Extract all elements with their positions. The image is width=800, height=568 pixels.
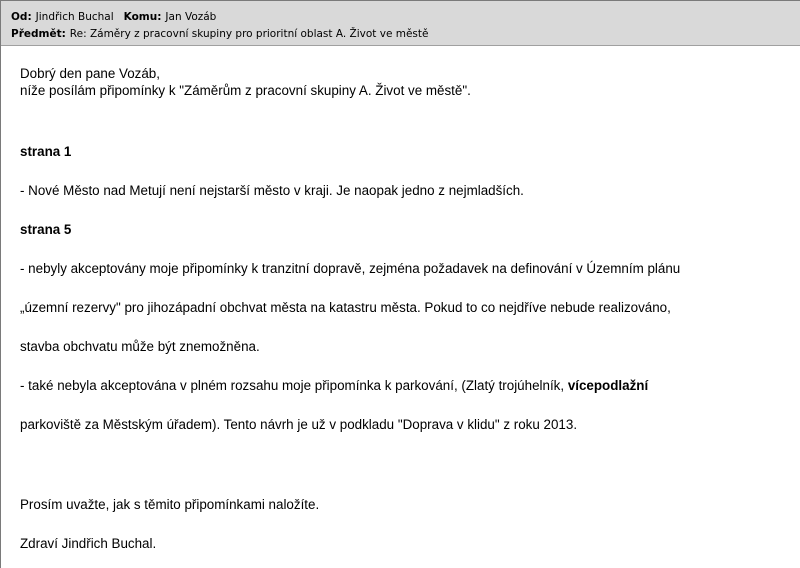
from-value: Jindřich Buchal: [35, 11, 114, 23]
header-row-subject: [11, 28, 428, 40]
section-1-title: strana 1: [20, 144, 72, 159]
greeting-line-2: níže posílám připomínky k "Záměrům z pracovní skupiny A. Život ve městě".: [20, 83, 471, 98]
section-1-text: - Nové Město nad Metují není nejstarší město v kraji. Je naopak jedno z nejmladších.: [20, 183, 524, 198]
to-value: Jan Vozáb: [165, 11, 217, 23]
paragraph-2-emphasis: vícepodlažní: [567, 378, 649, 393]
closing-line-2: Zdraví Jindřich Buchal.: [20, 536, 157, 551]
section-5-paragraph-2-line-2: parkoviště za Městským úřadem). Tento návrh je už v podkladu "Doprava v klidu" z roku 2013.: [20, 417, 578, 432]
header-row-from-to: [11, 11, 216, 23]
section-5-title: strana 5: [20, 222, 72, 237]
section-5-paragraph-1-line-3: stavba obchvatu může být znemožněna.: [20, 339, 260, 354]
paragraph-2-text: - také nebyla akceptována v plném rozsahu moje připomínka k parkování, (Zlatý trojúhelník,: [20, 378, 568, 393]
section-5-paragraph-2-line-1: [20, 378, 648, 393]
section-5-paragraph-1-line-1: - nebyly akceptovány moje připomínky k tranzitní dopravě, zejména požadavek na definování v Územním plánu: [20, 261, 681, 276]
subject-label: Předmět:: [11, 28, 66, 40]
to-label: Komu:: [123, 11, 162, 23]
closing-line-1: Prosím uvažte, jak s těmito připomínkami naložíte.: [20, 497, 320, 512]
from-label: Od:: [11, 11, 32, 23]
greeting-line-1: Dobrý den pane Vozáb,: [20, 66, 160, 81]
email-header: [1, 1, 800, 46]
section-5-paragraph-1-line-2: „územní rezervy" pro jihozápadní obchvat města na katastru města. Pokud to co nejdříve nebude realizováno,: [20, 300, 671, 315]
subject-value: Re: Záměry z pracovní skupiny pro prioritní oblast A. Život ve městě: [69, 28, 429, 40]
